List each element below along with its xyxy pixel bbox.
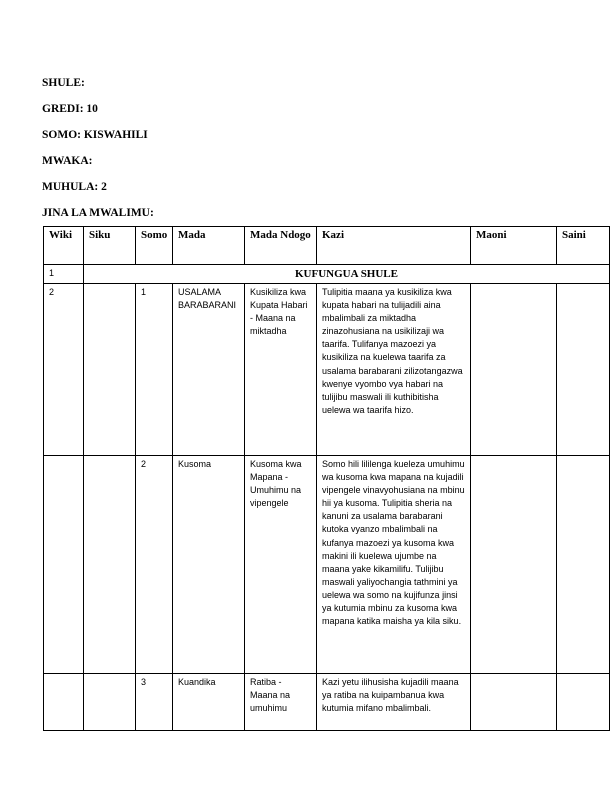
column-header-wiki: Wiki [44, 227, 84, 265]
column-header-saini: Saini [557, 227, 610, 265]
day-cell [84, 456, 136, 674]
lesson-cell: 3 [136, 674, 173, 731]
activity-cell: Kazi yetu ilihusisha kujadili maana ya ratiba na kuipambanua kwa kutumia mifano mbalimbali. [317, 674, 471, 731]
subtopic-cell: Kusoma kwa Mapana - Umuhimu na vipengele [245, 456, 317, 674]
week-cell [44, 674, 84, 731]
topic-cell: USALAMA BARABARANI [173, 284, 245, 456]
school-label: SHULE: [42, 77, 85, 89]
signature-cell [557, 284, 610, 456]
table-row [44, 456, 610, 674]
column-header-mada: Mada [173, 227, 245, 265]
activity-cell: Somo hili lililenga kueleza umuhimu wa kusoma kwa mapana na kujadili vipengele vinavyohusiana na mbinu hii ya kusoma. Tulipitia sheria na kanuni za usalama barabarani kutoka vyanzo mbalimbali na kufanya mazoezi ya kusoma kwa makini ili kuelewa ujumbe na maana yake kikamilifu. Tulijibu maswali yaliyochangia tathmini ya uelewa wa somo na kujifunza jinsi ya kutumia mbinu za kusoma kwa mapana katika maisha ya kila siku. [317, 456, 471, 674]
teacher-name-label: JINA LA MWALIMU: [42, 207, 154, 219]
column-header-somo: Somo [136, 227, 173, 265]
table-row [44, 265, 610, 284]
topic-cell: Kuandika [173, 674, 245, 731]
table-row [44, 674, 610, 731]
grade-label: GREDI: 10 [42, 103, 98, 115]
column-header-mada-ndogo: Mada Ndogo [245, 227, 317, 265]
year-label: MWAKA: [42, 155, 93, 167]
table-header-row [44, 227, 610, 265]
week-cell: 1 [44, 265, 84, 284]
lesson-cell: 1 [136, 284, 173, 456]
school-opening-banner: KUFUNGUA SHULE [84, 265, 610, 284]
column-header-kazi: Kazi [317, 227, 471, 265]
remarks-cell [471, 674, 557, 731]
term-label: MUHULA: 2 [42, 181, 107, 193]
column-header-siku: Siku [84, 227, 136, 265]
remarks-cell [471, 284, 557, 456]
subtopic-cell: Ratiba - Maana na umuhimu [245, 674, 317, 731]
day-cell [84, 674, 136, 731]
week-cell [44, 456, 84, 674]
activity-cell: Tulipitia maana ya kusikiliza kwa kupata habari na tulijadili aina mbalimbali za miktadha zinazohusiana na usikilizaji wa taarifa. Tulifanya mazoezi ya kusikiliza na kuelewa taarifa za usalama barabarani zilizotangazwa kwenye vyombo vya habari na tulijibu maswali ili kuthibitisha uelewa wa taarifa hizo. [317, 284, 471, 456]
week-cell: 2 [44, 284, 84, 456]
lesson-cell: 2 [136, 456, 173, 674]
subject-label: SOMO: KISWAHILI [42, 129, 148, 141]
remarks-cell [471, 456, 557, 674]
signature-cell [557, 456, 610, 674]
column-header-maoni: Maoni [471, 227, 557, 265]
topic-cell: Kusoma [173, 456, 245, 674]
table-row [44, 284, 610, 456]
day-cell [84, 284, 136, 456]
subtopic-cell: Kusikiliza kwa Kupata Habari - Maana na miktadha [245, 284, 317, 456]
signature-cell [557, 674, 610, 731]
lesson-plan-table [43, 226, 610, 731]
